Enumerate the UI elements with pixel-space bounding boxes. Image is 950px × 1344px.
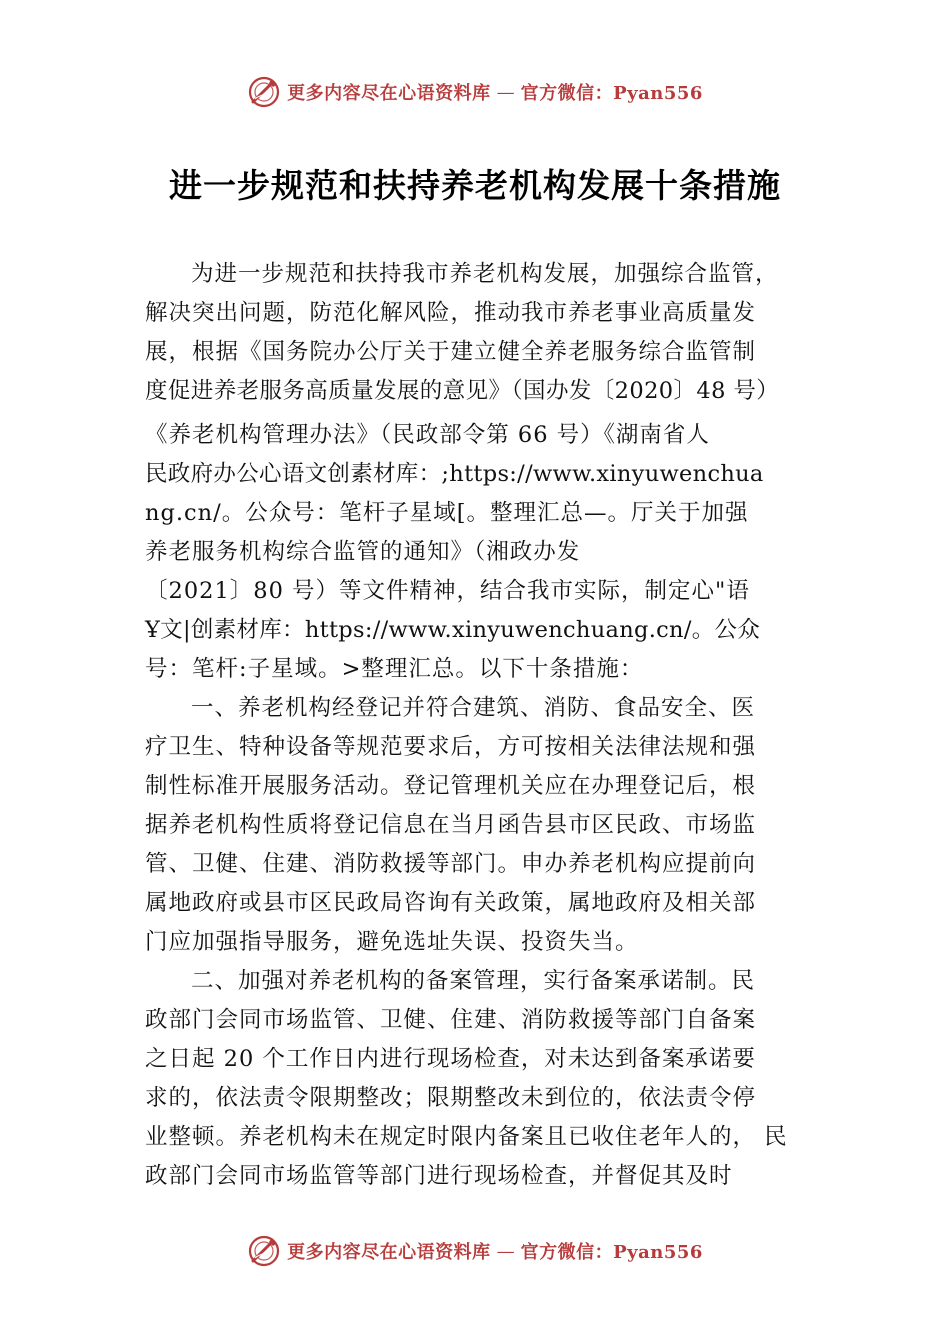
body-line: 之日起 20 个工作日内进行现场检查，对未达到备案承诺要 (145, 1046, 756, 1072)
body-line: 据养老机构性质将登记信息在当月函告县市区民政、市场监 (145, 812, 757, 838)
document-body (145, 255, 825, 1196)
body-line: 业整顿。养老机构未在规定时限内备案且已收住老年人的， 民 (145, 1124, 788, 1150)
body-line: 养老服务机构综合监管的通知》（湘政办发 (145, 539, 581, 565)
watermark-dash: — (496, 1240, 515, 1262)
body-line: 政部门会同市场监管、卫健、住建、消防救援等部门自备案 (145, 1007, 757, 1033)
body-line: 疗卫生、特种设备等规范要求后，方可按相关法律法规和强 (145, 734, 757, 760)
body-line: 二、加强对养老机构的备案管理，实行备案承诺制。民 (191, 968, 756, 994)
document-title: 进一步规范和扶持养老机构发展十条措施 (169, 166, 781, 205)
watermark-dash: — (496, 81, 515, 103)
body-line: 〔2021〕80 号）等文件精神，结合我市实际，制定心"语 (145, 578, 750, 604)
body-line: 制性标准开展服务活动。登记管理机关应在办理登记后，根 (145, 773, 757, 799)
watermark-label: 更多内容尽在心语资料库 (287, 1242, 491, 1263)
watermark-label: 更多内容尽在心语资料库 (287, 83, 491, 104)
watermark-banner-top (0, 72, 950, 112)
watermark-wechat: 官方微信：Pyan556 (520, 83, 703, 104)
body-line: 为进一步规范和扶持我市养老机构发展，加强综合监管， (191, 261, 779, 287)
body-line: 展，根据《国务院办公厅关于建立健全养老服务综合监管制 (145, 339, 757, 365)
body-line: 门应加强指导服务，避免选址失误、投资失当。 (145, 929, 639, 955)
body-line: 民政府办公心语文创素材库：;https://www.xinyuwenchua (145, 461, 764, 487)
watermark-logo-icon (247, 1234, 281, 1268)
body-line: 管、卫健、住建、消防救援等部门。申办养老机构应提前向 (145, 851, 757, 877)
body-line: Ұ文|创素材库：https://www.xinyuwenchuang.cn/。公众 (145, 617, 761, 643)
body-line: ng.cn/。公众号：笔杆子星域[。整理汇总—。厅关于加强 (145, 500, 749, 526)
body-line: 《养老机构管理办法》（民政部令第 66 号）《湖南省人 (145, 422, 710, 448)
body-line: 度促进养老服务高质量发展的意见》（国办发〔2020〕48 号） (145, 378, 780, 404)
watermark-banner-bottom (0, 1231, 950, 1271)
body-line: 求的，依法责令限期整改；限期整改未到位的，依法责令停 (145, 1085, 757, 1111)
body-line: 解决突出问题，防范化解风险，推动我市养老事业高质量发 (145, 300, 757, 326)
body-line: 属地政府或县市区民政局咨询有关政策，属地政府及相关部 (145, 890, 757, 916)
body-line: 一、养老机构经登记并符合建筑、消防、食品安全、医 (191, 695, 756, 721)
body-line: 政部门会同市场监管等部门进行现场检查，并督促其及时 (145, 1163, 733, 1189)
watermark-wechat: 官方微信：Pyan556 (520, 1242, 703, 1263)
body-line: 号：笔杆:子星域。>整理汇总。以下十条措施： (145, 656, 644, 682)
watermark-logo-icon (247, 75, 281, 109)
